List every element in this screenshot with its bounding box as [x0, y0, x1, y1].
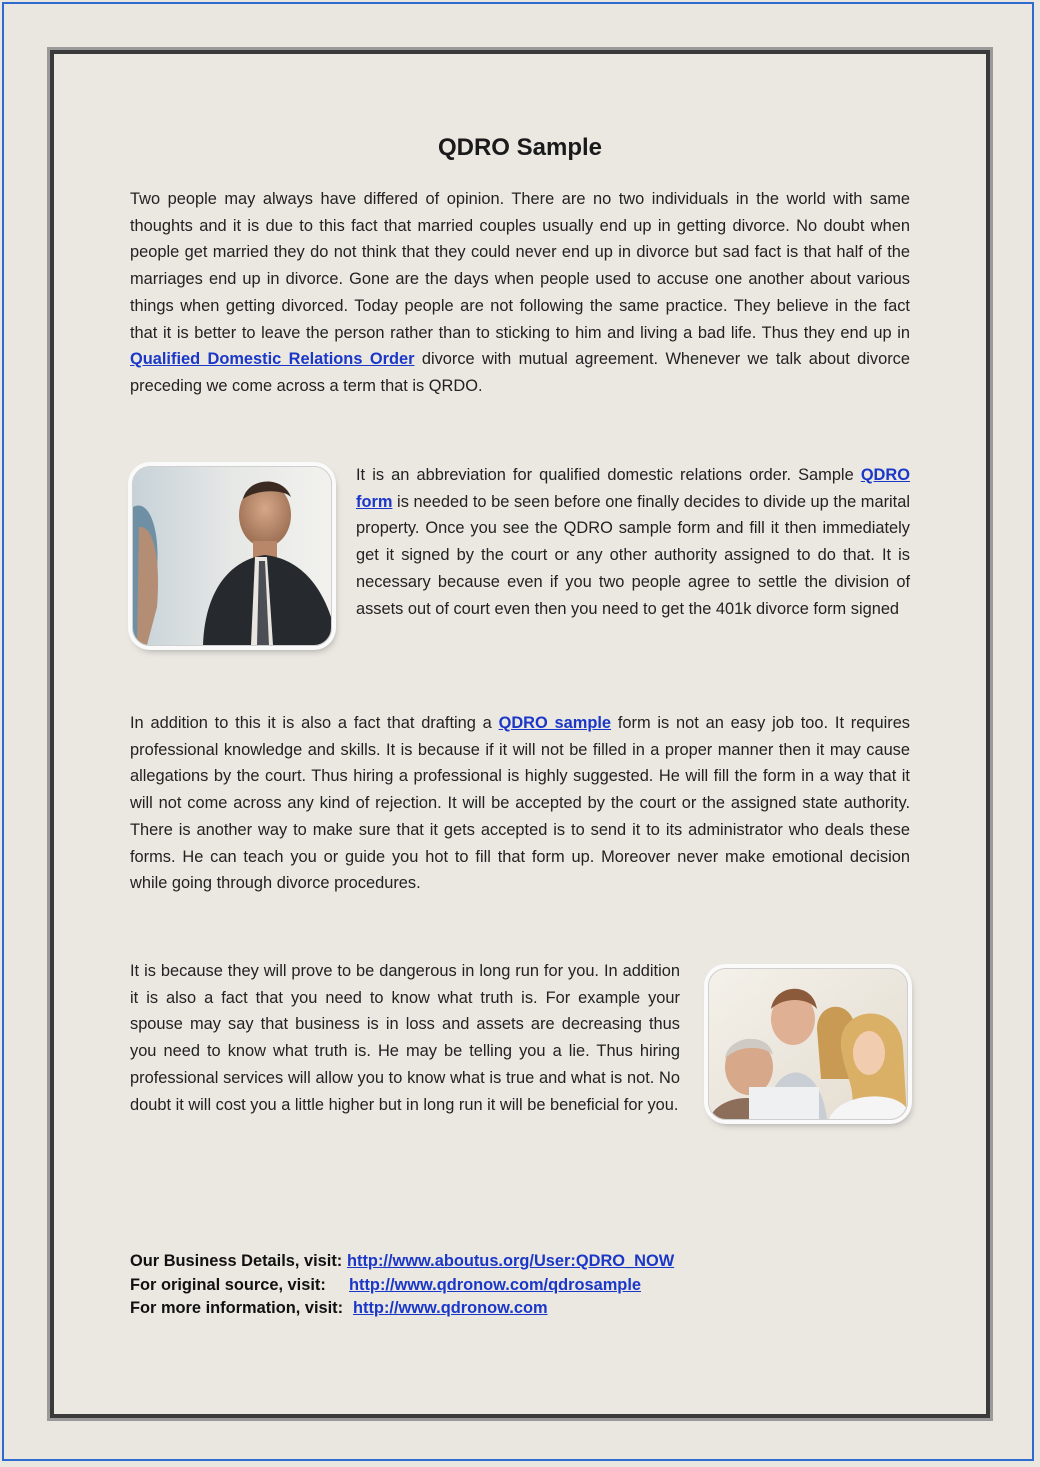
businessman-photo — [132, 466, 332, 646]
business-details-label: Our Business Details, visit: — [130, 1252, 343, 1270]
paragraph-abbreviation-text-before: It is an abbreviation for qualified domestic relations order. Sample — [356, 466, 861, 484]
paragraph-drafting — [130, 710, 910, 897]
paragraph-truth: It is because they will prove to be dangerous in long run for you. In addition it is also a fact that you need to know what truth is. For example your spouse may say that business is in loss and assets are decreasing thus you need to know what truth is. He may be telling you a lie. Thus hiring professional services will allow you to know what is true and what is not. No doubt it will cost you a little higher but in long run it will be beneficial for you. — [130, 962, 680, 1114]
paragraph-intro — [130, 186, 910, 400]
more-information-label: For more information, visit: — [130, 1299, 344, 1317]
footer-business-row — [130, 1250, 674, 1274]
paragraph-abbreviation-text-after: is needed to be seen before one finally decides to divide up the marital property. Once you see the QDRO sample form and fill it then immediately get it signed by the court or any other authority assigned to do that. It is necessary because even if you two people agree to settle the division of assets out of court even then you need to get the 401k divorce form signed — [356, 492, 910, 618]
business-details-link[interactable]: http://www.aboutus.org/User:QDRO_NOW — [347, 1252, 675, 1270]
paragraph-drafting-text-before: In addition to this it is also a fact that drafting a — [130, 714, 499, 732]
footer-links — [130, 1250, 674, 1321]
paragraph-abbreviation — [356, 462, 910, 622]
paragraph-drafting-text-after: form is not an easy job too. It requires professional knowledge and skills. It is because if it will not be filled in a proper manner then it may cause allegations by the court. Thus hiring a professional is highly suggested. He will fill the form in a way that it will not come across any kind of rejection. It will be accepted by the court or the assigned state authority. There is another way to make sure that it gets accepted is to send it to its administrator who deals these forms. He can teach you or guide you hot to fill that form up. Moreover never make emotional decision while going through divorce procedures. — [130, 714, 911, 893]
more-information-link[interactable]: http://www.qdronow.com — [353, 1299, 548, 1317]
footer-info-row — [130, 1297, 674, 1321]
family-photo — [708, 968, 908, 1120]
footer-source-row — [130, 1274, 674, 1298]
paragraph-intro-text-before: Two people may always have differed of opinion. There are no two individuals in the world with same thoughts and it is due to this fact that married couples usually end up in getting divorce. No doubt when people get married they do not think that they could never end up in divorce but sad fact is that half of the marriages end up in divorce. Gone are the days when people used to accuse one another about various things when getting divorced. Today people are not following the same practice. They believe in the fact that it is better to leave the person rather than to sticking to him and living a bad life. Thus they end up in — [130, 190, 910, 342]
qdro-form-link[interactable]: QDRO form — [356, 466, 910, 511]
qualified-domestic-relations-order-link[interactable]: Qualified Domestic Relations Order — [130, 350, 415, 369]
page-title: QDRO Sample — [437, 134, 603, 161]
paragraph-intro-text-after: divorce with mutual agreement. Whenever we talk about divorce preceding we come across a term that is QRDO. — [130, 350, 910, 395]
document-page — [50, 50, 990, 1418]
original-source-label: For original source, visit: — [130, 1275, 326, 1294]
qdro-sample-link[interactable]: QDRO sample — [498, 714, 612, 732]
original-source-link[interactable]: http://www.qdronow.com/qdrosample — [349, 1275, 641, 1294]
